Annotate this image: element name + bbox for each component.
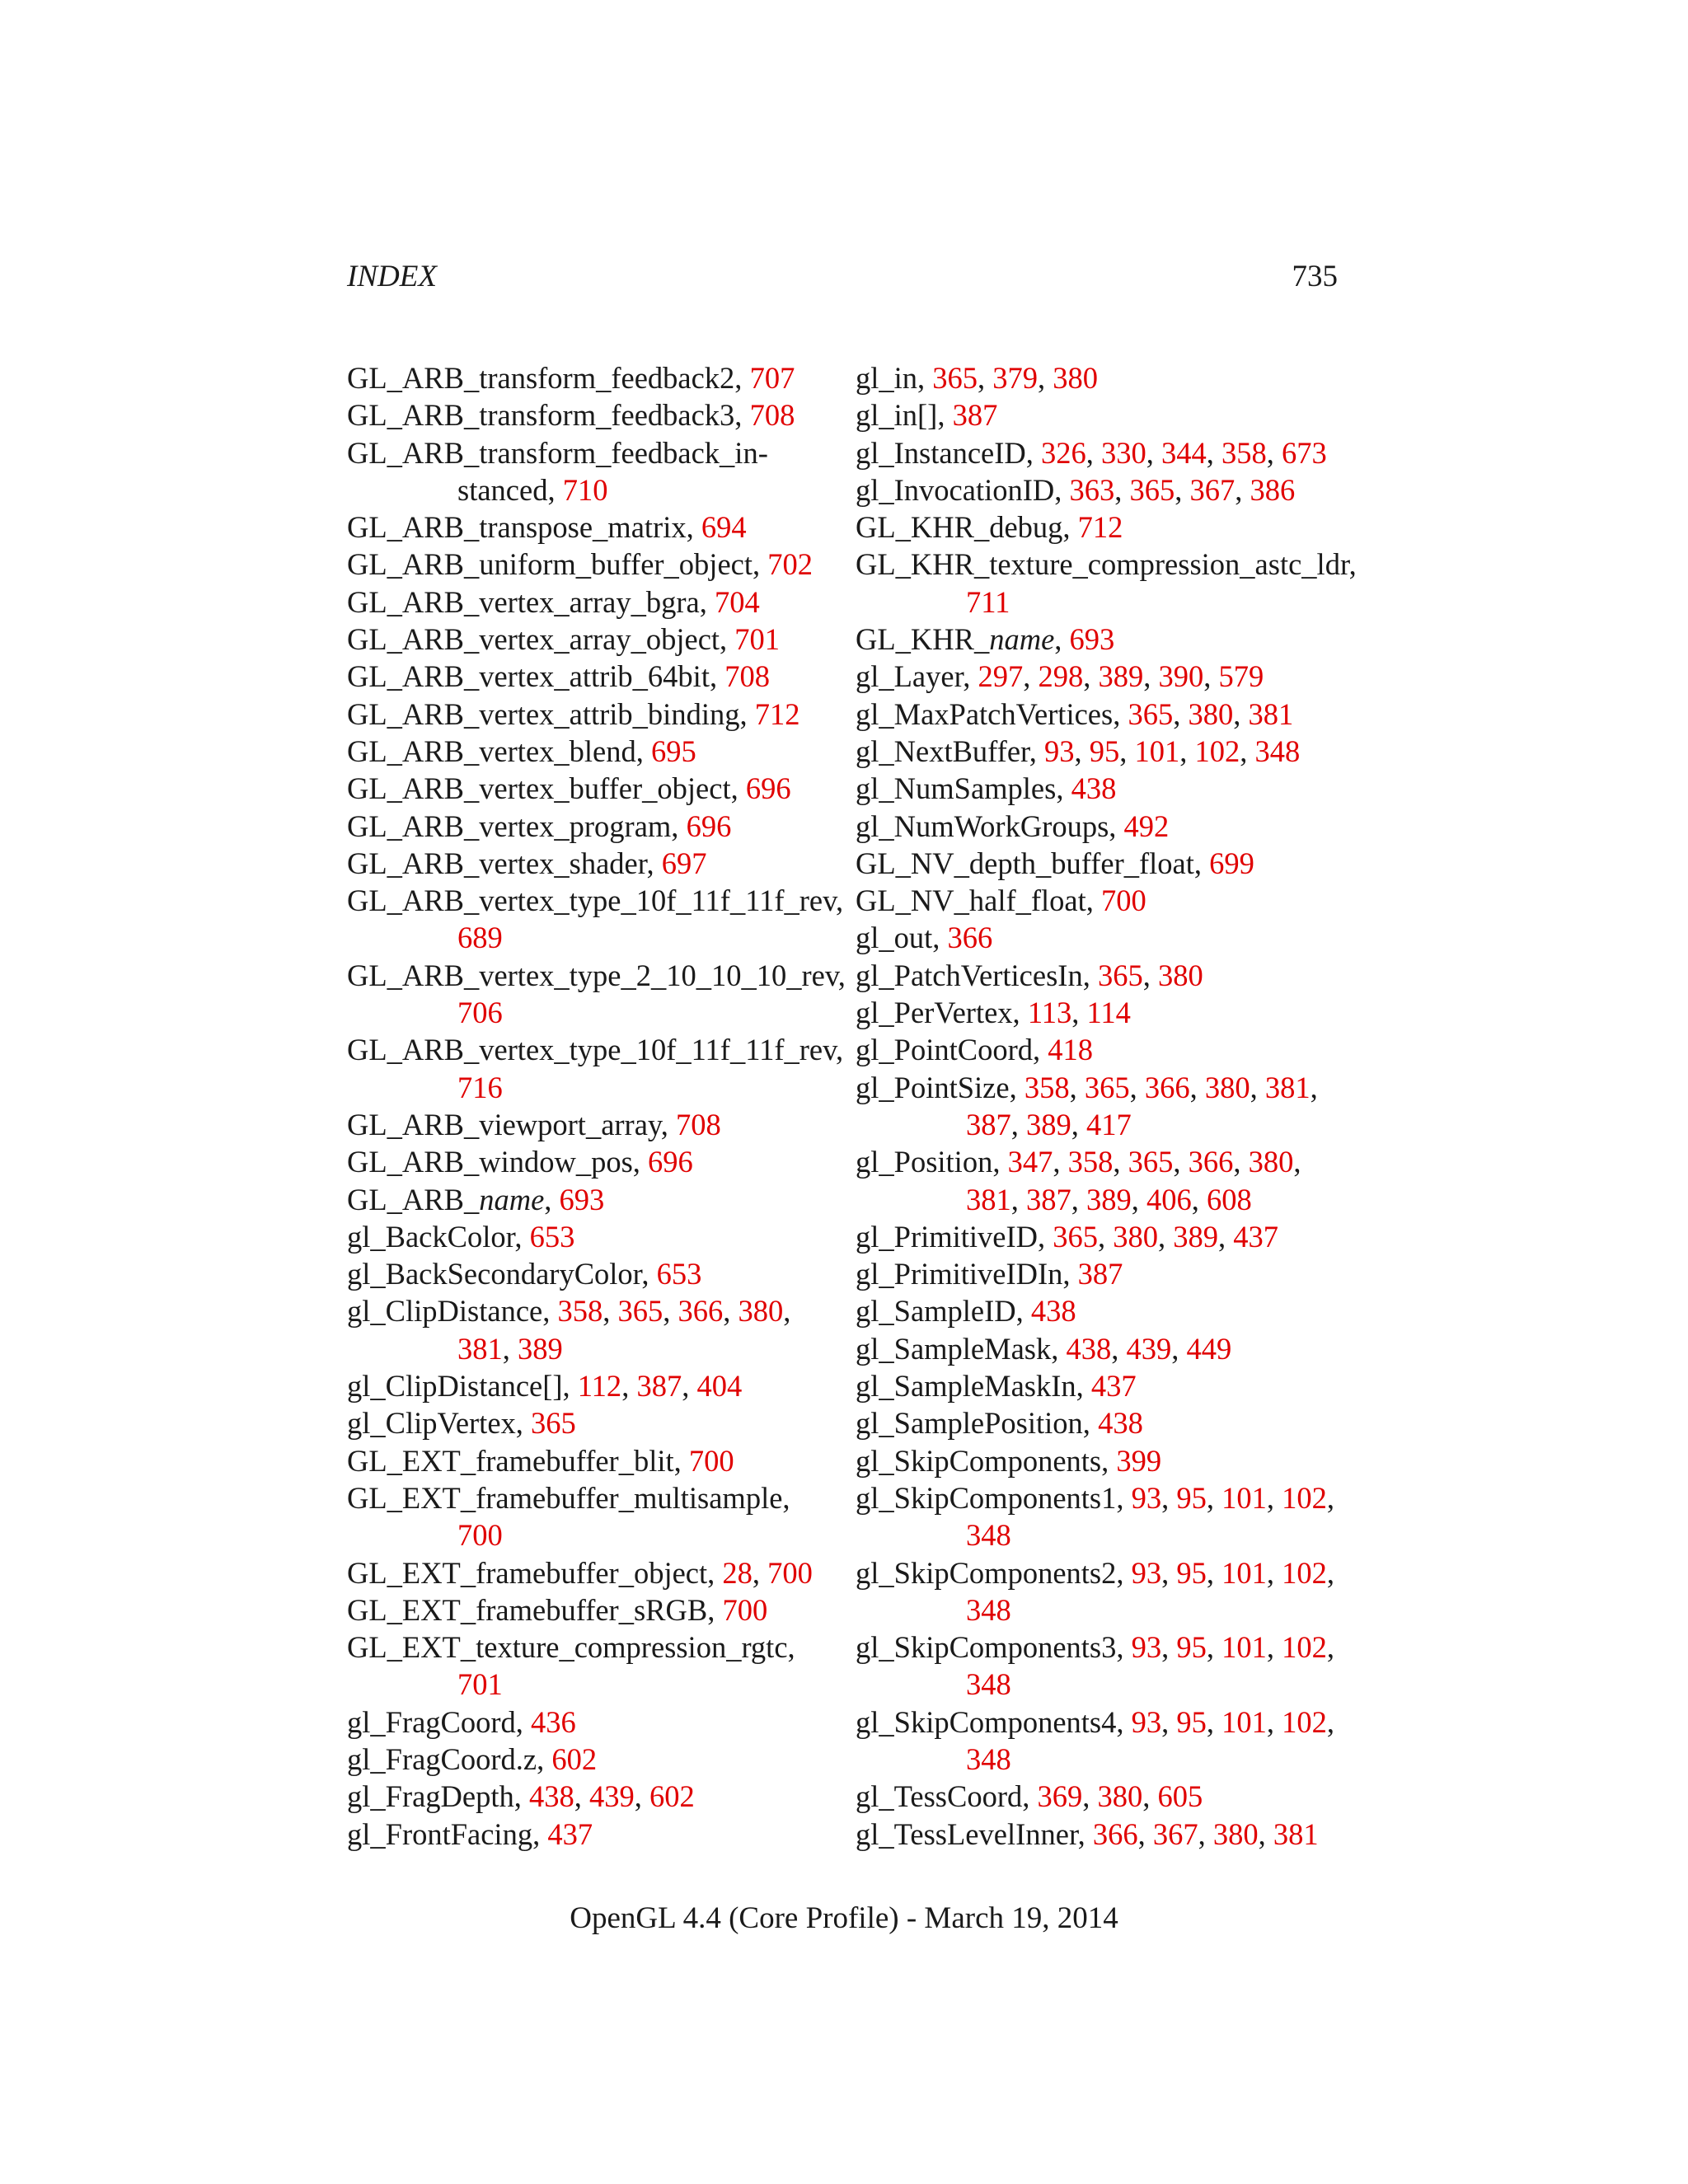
index-term: gl_out, [856,921,948,955]
index-term: GL_ARB_transpose_matrix, [347,510,701,545]
page-link[interactable]: 367 [1152,1816,1198,1851]
index-entry [347,770,842,807]
page-link[interactable]: 439 [589,1779,635,1814]
index-term: gl_SkipComponents2, [856,1555,1132,1590]
index-entry [347,1704,842,1741]
index-entry [347,434,842,509]
index-entry [347,1479,842,1554]
index-column-right [856,359,1357,1853]
index-entry [347,1741,842,1778]
page-link[interactable]: 712 [1077,510,1123,545]
page-link[interactable]: 365 [1053,1219,1099,1254]
page-link[interactable]: 390 [1158,659,1204,694]
index-term: gl_BackColor, [347,1219,530,1254]
page-link[interactable]: 696 [686,808,732,843]
page-link[interactable]: 387 [1077,1257,1123,1291]
index-term: gl_TessCoord, [856,1779,1038,1814]
page-link[interactable]: 380 [1188,696,1234,731]
index-entry [856,770,1342,807]
index-term: gl_FragCoord, [347,1704,532,1739]
index-term: GL_ARB_vertex_buffer_object, [347,771,746,806]
page-link[interactable]: 379 [992,361,1039,395]
index-term: gl_InvocationID, [856,472,1070,507]
index-entry [347,1255,842,1292]
index-term: GL_ARB_transform_feedback2, [347,361,750,395]
page-link[interactable]: 438 [1098,1406,1143,1441]
index-term: gl_in[], [856,398,953,433]
page-link[interactable]: 93 [1043,733,1075,768]
page-link[interactable]: 366 [678,1294,724,1329]
page-link[interactable]: 389 [1098,659,1144,694]
index-entry: gl_InstanceID, 326, 330, 344, 358, 673 [856,435,1327,470]
page-link[interactable]: 381 [966,1182,1011,1216]
page-link[interactable]: 689 [457,921,503,955]
index-term: gl_SampleID, [856,1294,1031,1329]
page-link[interactable]: 102 [1194,733,1240,768]
page-link[interactable]: 608 [1207,1182,1252,1216]
page-link[interactable]: 437 [1233,1219,1279,1254]
page-link[interactable]: 579 [1218,659,1264,694]
index-term: gl_SampleMask, [856,1331,1067,1366]
page-link[interactable]: 418 [1048,1033,1093,1067]
index-term: gl_MaxPatchVertices, [856,696,1128,731]
page-link[interactable]: 95 [1089,733,1120,768]
index-term: gl_Position, [856,1145,1008,1179]
page-link[interactable]: 348 [966,1592,1011,1627]
index-entry: gl_TessLevelInner, 366, 367, 380, 381 [856,1816,1319,1851]
page-link[interactable]: 438 [1071,771,1117,806]
page-link[interactable]: 693 [1069,622,1115,657]
index-entry: GL_EXT_framebuffer_object, 28, 700 [347,1555,813,1590]
index-entry [856,882,1342,919]
index-entry: gl_PrimitiveID, 365, 380, 389, 437 [856,1219,1279,1254]
index-entry [347,845,842,882]
index-column-left [347,359,846,1853]
page-link[interactable]: 389 [518,1331,563,1366]
index-term: GL_EXT_texture_compression_rgtc, [347,1630,795,1665]
page-link[interactable]: 358 [1067,1145,1114,1179]
index-entry [347,1031,842,1106]
index-entry: gl_ClipDistance[], 112, 387, 404 [347,1369,743,1404]
page-link[interactable]: 492 [1123,808,1170,843]
index-term: GL_ARB_vertex_blend, [347,733,651,768]
page-link[interactable]: 693 [559,1182,605,1216]
index-entry [347,1816,842,1853]
index-entry: gl_InvocationID, 363, 365, 367, 386 [856,472,1296,507]
index-entry [347,509,842,546]
page-link[interactable]: 449 [1186,1331,1232,1366]
index-entry: gl_PatchVerticesIn, 365, 380 [856,958,1203,992]
page-link[interactable]: 389 [1086,1182,1132,1216]
index-term: GL_EXT_framebuffer_blit, [347,1443,689,1478]
index-entry: gl_Layer, 297, 298, 389, 390, 579 [856,659,1264,694]
index-term-suffix: , [544,1182,560,1216]
page-link[interactable]: 696 [745,771,791,806]
page-link[interactable]: 387 [952,398,998,433]
index-term: GL_ARB_vertex_shader, [347,846,662,880]
index-entry [347,1106,842,1143]
index-entry: gl_TessCoord, 369, 380, 605 [856,1779,1203,1814]
index-term: GL_ARB_vertex_array_object, [347,622,735,657]
index-term: GL_ARB_vertex_array_bgra, [347,584,715,619]
index-term: gl_SkipComponents4, [856,1704,1132,1739]
index-term: gl_TessLevelInner, [856,1816,1093,1851]
page-link[interactable]: 653 [656,1257,702,1291]
page-link[interactable]: 704 [714,584,760,619]
page-link[interactable]: 112 [577,1369,622,1404]
index-entry [347,1181,842,1218]
page-link[interactable]: 381 [457,1331,503,1366]
page-link[interactable]: 438 [529,1779,574,1814]
page-link[interactable]: 93 [1131,1555,1162,1590]
page-link[interactable]: 330 [1101,435,1146,470]
index-term: gl_SkipComponents, [856,1443,1117,1478]
index-entry: gl_SkipComponents4, 93, 95, 101, 102, 348 [856,1704,1334,1776]
index-entry [856,1292,1342,1329]
page-link[interactable]: 381 [1264,1070,1311,1104]
page-link[interactable]: 389 [1026,1107,1071,1141]
page-link[interactable]: 389 [1173,1219,1219,1254]
page-link[interactable]: 708 [676,1107,721,1141]
index-entry [856,1031,1342,1068]
index-entry: gl_SkipComponents3, 93, 95, 101, 102, 348 [856,1630,1334,1702]
page-link[interactable]: 363 [1069,472,1115,507]
index-term: GL_ARB_vertex_program, [347,808,687,843]
index-entry [856,1367,1342,1404]
index-entry [856,808,1342,845]
index-entry [347,658,842,695]
index-term: GL_EXT_framebuffer_sRGB, [347,1592,723,1627]
index-term: gl_in, [856,361,933,395]
page-link[interactable]: 439 [1126,1331,1172,1366]
index-term: gl_NumSamples, [856,771,1071,806]
index-entry [347,359,842,396]
index-entry [347,1143,842,1180]
index-term: GL_ARB_transform_feedback3, [347,398,750,433]
index-term: stanced, [457,472,563,507]
index-term: GL_KHR_ [856,622,990,657]
page-link[interactable]: 706 [457,996,503,1030]
page-link[interactable]: 387 [636,1369,682,1404]
index-term: gl_InstanceID, [856,435,1042,470]
index-term: gl_PointCoord, [856,1033,1048,1067]
page-link[interactable]: 436 [531,1704,576,1739]
index-term: gl_PatchVerticesIn, [856,958,1098,992]
page-link[interactable]: 437 [1090,1369,1137,1404]
index-term: GL_EXT_framebuffer_multisample, [347,1480,790,1515]
page-link[interactable]: 95 [1176,1630,1207,1665]
index-term: gl_PointSize, [856,1070,1025,1104]
page-link[interactable]: 701 [734,622,781,657]
page-link[interactable]: 602 [649,1779,695,1814]
index-entry [856,621,1342,658]
index-term: GL_KHR_debug, [856,510,1078,545]
index-term: gl_Layer, [856,659,978,694]
index-term: gl_PerVertex, [856,996,1028,1030]
page-link[interactable]: 700 [1101,883,1146,918]
page-link[interactable]: 348 [966,1667,1011,1702]
page-link[interactable]: 700 [767,1555,813,1590]
page-link[interactable]: 697 [661,846,707,880]
page-link[interactable]: 438 [1030,1294,1076,1329]
index-entry [347,696,842,733]
index-entry [347,1404,842,1441]
index-entry [347,1629,842,1704]
index-entry [347,1591,842,1629]
page-link[interactable]: 710 [562,472,608,507]
page-link[interactable]: 369 [1037,1779,1083,1814]
index-entry: gl_PerVertex, 113, 114 [856,996,1131,1030]
page-link[interactable]: 297 [978,659,1024,694]
index-entry [856,1404,1342,1441]
index-entry [856,919,1342,956]
index-entry [856,396,1342,434]
page-link[interactable]: 380 [1097,1779,1143,1814]
index-entry [856,845,1342,882]
page-link[interactable]: 381 [1248,696,1294,731]
index-term: gl_SkipComponents3, [856,1630,1132,1665]
page-link[interactable]: 380 [1157,958,1203,992]
index-entry: gl_ClipDistance, 358, 365, 366, 380, 381, 389 [347,1294,791,1366]
page-link[interactable]: 348 [1254,733,1301,768]
page-link[interactable]: 358 [557,1294,603,1329]
page-link[interactable]: 114 [1086,996,1131,1030]
index-term: GL_ARB_transform_feedback_in- [347,435,768,470]
index-term: GL_ARB_vertex_type_10f_11f_11f_rev, [347,883,844,918]
page-link[interactable]: 417 [1086,1107,1132,1141]
index-term: GL_NV_half_float, [856,883,1102,918]
index-term: GL_NV_depth_buffer_float, [856,846,1210,880]
index-entry [347,882,842,957]
index-entry [347,396,842,434]
page-link[interactable]: 365 [1097,958,1143,992]
index-term: gl_SamplePosition, [856,1406,1099,1441]
page-link[interactable]: 113 [1027,996,1072,1030]
page-link[interactable]: 95 [1176,1704,1207,1739]
index-term: gl_PrimitiveID, [856,1219,1053,1254]
index-entry [347,957,846,1032]
page-link[interactable]: 708 [724,659,770,694]
index-term: gl_FragDepth, [347,1779,529,1814]
index-term: gl_PrimitiveIDIn, [856,1257,1078,1291]
page-link[interactable]: 365 [932,361,978,395]
page-link[interactable]: 701 [457,1667,503,1702]
page-link[interactable]: 381 [1273,1816,1319,1851]
page-link[interactable]: 386 [1250,472,1296,507]
page-link[interactable]: 358 [1221,435,1267,470]
index-term: gl_SkipComponents1, [856,1480,1132,1515]
running-head [347,259,1338,300]
page-link[interactable]: 365 [1084,1070,1130,1104]
page-link[interactable]: 602 [551,1741,598,1776]
page-link[interactable]: 101 [1134,733,1180,768]
page-link[interactable]: 101 [1221,1480,1267,1515]
index-term: GL_ARB_vertex_attrib_binding, [347,696,755,731]
page-link[interactable]: 380 [1113,1219,1159,1254]
page-link[interactable]: 380 [1212,1816,1259,1851]
page-link[interactable]: 367 [1189,472,1236,507]
page-link[interactable]: 653 [529,1219,575,1254]
index-entry [347,546,842,583]
index-term: GL_ARB_uniform_buffer_object, [347,547,768,582]
index-title: INDEX [347,260,437,293]
index-entry: gl_MaxPatchVertices, 365, 380, 381 [856,696,1294,731]
page-link[interactable]: 387 [966,1107,1011,1141]
page-link[interactable]: 348 [966,1741,1011,1776]
page-link[interactable]: 365 [531,1406,576,1441]
index-term-placeholder: name [989,622,1055,657]
index-entry [347,583,842,621]
index-term: GL_ARB_vertex_type_2_10_10_10_rev, [347,958,846,992]
index-term: GL_ARB_viewport_array, [347,1107,677,1141]
page-link[interactable]: 365 [1128,1145,1174,1179]
page-link[interactable]: 348 [966,1518,1011,1553]
page-link[interactable]: 380 [1053,361,1099,395]
page-link[interactable]: 102 [1282,1630,1327,1665]
index-term: gl_ClipDistance, [347,1294,558,1329]
index-term: gl_FrontFacing, [347,1816,548,1851]
page-link[interactable]: 708 [749,398,795,433]
page-link[interactable]: 95 [1176,1555,1207,1590]
page-link[interactable]: 358 [1024,1070,1070,1104]
page-link[interactable]: 366 [1188,1145,1234,1179]
page-link[interactable]: 702 [767,547,813,582]
page-link[interactable]: 380 [1204,1070,1250,1104]
page-link[interactable]: 404 [696,1369,743,1404]
page-link[interactable]: 711 [966,584,1010,619]
page-link[interactable]: 380 [1248,1145,1294,1179]
index-term: GL_ARB_vertex_type_10f_11f_11f_rev, [347,1033,844,1067]
page-link[interactable]: 695 [651,733,696,768]
page-link[interactable]: 326 [1041,435,1086,470]
page-link[interactable]: 101 [1221,1555,1267,1590]
page-link[interactable]: 700 [457,1518,503,1553]
index-entry [856,509,1342,546]
index-entry: gl_PointSize, 358, 365, 366, 380, 381, 387, 389, 417 [856,1070,1318,1141]
page-link[interactable]: 28 [722,1555,753,1590]
index-term: GL_ARB_window_pos, [347,1145,649,1179]
index-entry: gl_Position, 347, 358, 365, 366, 380, 381, 387, 389, 406, 608 [856,1145,1301,1216]
index-entry: gl_SampleMask, 438, 439, 449 [856,1331,1232,1366]
page-link[interactable]: 102 [1282,1704,1327,1739]
page-link[interactable]: 716 [457,1070,503,1104]
page-link[interactable]: 344 [1161,435,1207,470]
index-entry: gl_SkipComponents1, 93, 95, 101, 102, 348 [856,1480,1334,1553]
page-link[interactable]: 95 [1176,1480,1207,1515]
page-link[interactable]: 380 [738,1294,784,1329]
index-entry [347,733,842,770]
index-entry: gl_SkipComponents2, 93, 95, 101, 102, 348 [856,1555,1334,1627]
index-entry: gl_NextBuffer, 93, 95, 101, 102, 348 [856,733,1301,768]
page-link[interactable]: 707 [749,361,795,395]
page-link[interactable]: 673 [1282,435,1327,470]
index-entry [347,1442,842,1479]
index-term: GL_EXT_framebuffer_object, [347,1555,723,1590]
page-link[interactable]: 365 [1129,472,1175,507]
index-term: GL_KHR_texture_compression_astc_ldr, [856,547,1357,582]
page-link[interactable]: 365 [617,1294,663,1329]
index-entry [347,808,842,845]
index-entry: gl_FragDepth, 438, 439, 602 [347,1779,695,1814]
page-link[interactable]: 605 [1157,1779,1203,1814]
page-link[interactable]: 406 [1146,1182,1192,1216]
page-number: 735 [1292,260,1338,293]
page-link[interactable]: 298 [1038,659,1084,694]
page-link[interactable]: 712 [754,696,800,731]
index-term: gl_FragCoord.z, [347,1741,552,1776]
index-term-placeholder: name [479,1182,545,1216]
page-link[interactable]: 101 [1221,1630,1267,1665]
page-link[interactable]: 347 [1007,1145,1053,1179]
page-link[interactable]: 438 [1066,1331,1112,1366]
index-entry [347,621,842,658]
page-link[interactable]: 399 [1116,1443,1162,1478]
index-term: gl_SampleMaskIn, [856,1369,1091,1404]
index-term: gl_NumWorkGroups, [856,808,1124,843]
page-link[interactable]: 93 [1131,1630,1162,1665]
index-term: GL_ARB_vertex_attrib_64bit, [347,659,725,694]
page-link[interactable]: 700 [688,1443,734,1478]
index-entry: gl_in, 365, 379, 380 [856,361,1099,395]
page-link[interactable]: 437 [547,1816,593,1851]
index-entry [856,1255,1342,1292]
page-link[interactable]: 366 [947,921,993,955]
index-entry [856,1442,1342,1479]
index-term: gl_NextBuffer, [856,733,1044,768]
index-entry [347,1218,842,1255]
page-link[interactable]: 102 [1282,1480,1327,1515]
page-link[interactable]: 387 [1026,1182,1071,1216]
index-term: gl_BackSecondaryColor, [347,1257,657,1291]
page-link[interactable]: 365 [1128,696,1174,731]
index-entry [856,546,1357,621]
page-link[interactable]: 366 [1144,1070,1190,1104]
page-link[interactable]: 366 [1092,1816,1138,1851]
page-link[interactable]: 101 [1221,1704,1267,1739]
page-footer: OpenGL 4.4 (Core Profile) - March 19, 2014 [570,1901,1118,1935]
index-term-suffix: , [1054,622,1070,657]
page-link[interactable]: 93 [1131,1480,1162,1515]
index-term: gl_ClipDistance[], [347,1369,578,1404]
index-term: GL_ARB_ [347,1182,480,1216]
page-link[interactable]: 700 [722,1592,768,1627]
page-link[interactable]: 694 [701,510,747,545]
index-term: gl_ClipVertex, [347,1406,532,1441]
page-link[interactable]: 93 [1131,1704,1162,1739]
page-link[interactable]: 696 [648,1145,693,1179]
page-link[interactable]: 102 [1282,1555,1327,1590]
page-link[interactable]: 699 [1209,846,1254,880]
